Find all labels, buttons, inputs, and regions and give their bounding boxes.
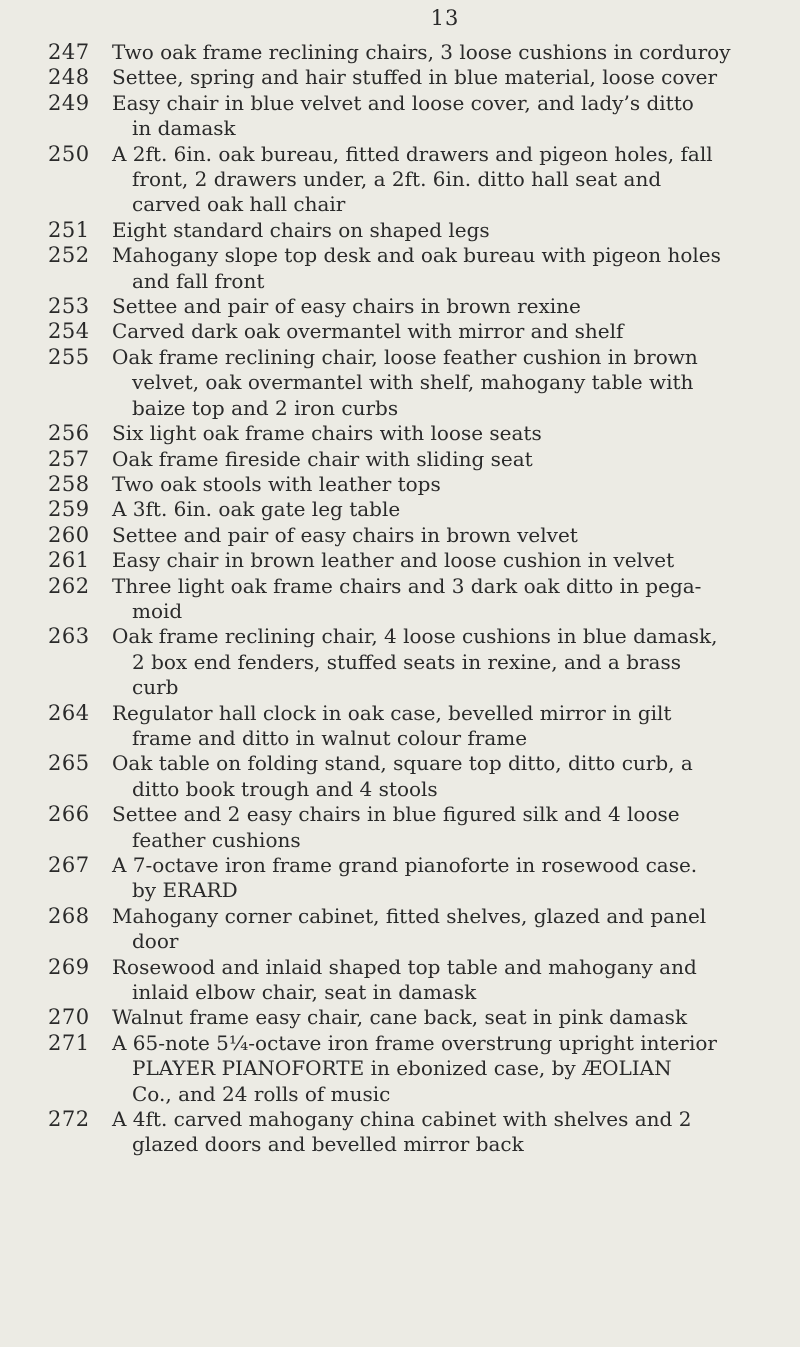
lot-entry [0,345,800,421]
lot-description-line: A 4ft. carved mahogany china cabinet with shelves and 2 [112,1107,692,1132]
lot-description-line: ditto book trough and 4 stools [132,776,438,801]
lot-description-line: carved oak hall chair [132,192,346,217]
lot-description [112,447,782,472]
lot-description-line: Oak frame fireside chair with sliding seat [112,446,533,471]
lot-description [112,751,782,802]
lot-entry [0,218,800,243]
lot-number: 258 [48,471,90,496]
lot-number: 251 [48,217,90,242]
lot-description [112,523,782,548]
lot-entry [0,243,800,294]
lot-description-line: PLAYER PIANOFORTE in ebonized case, by ÆOLIAN [132,1056,672,1081]
lot-number: 271 [48,1030,90,1055]
lot-description-line: Regulator hall clock in oak case, bevelled mirror in gilt [112,700,672,725]
lot-number: 266 [48,802,90,827]
lot-entry [0,319,800,344]
lot-description [112,574,782,625]
lot-number: 250 [48,141,90,166]
lot-description [112,853,782,904]
lot-description-line: feather cushions [132,827,301,852]
lot-description-line: Mahogany corner cabinet, fitted shelves, glazed and panel [112,903,707,928]
lot-description-line: A 65-note 5¼-octave iron frame overstrung upright interior [112,1030,717,1055]
lot-entry [0,142,800,218]
lot-description [112,294,782,319]
lot-number: 269 [48,954,90,979]
lot-entry [0,574,800,625]
lot-description-line: 2 box end fenders, stuffed seats in rexine, and a brass [132,649,682,674]
lot-description [112,142,782,218]
lot-entry [0,65,800,90]
lot-description-line: A 7-octave iron frame grand pianoforte in rosewood case. [112,853,698,877]
lot-number: 263 [48,624,90,649]
lot-description-line: glazed doors and bevelled mirror back [132,1132,524,1157]
lot-description-line: Settee, spring and hair stuffed in blue material, loose cover [112,65,718,90]
lot-number: 259 [48,497,90,522]
lot-entry [0,701,800,752]
lot-description [112,1031,782,1107]
lot-description [112,1005,782,1030]
lot-number: 255 [48,344,90,369]
lot-description [112,802,782,853]
lot-entry [0,91,800,142]
lot-description-line: Walnut frame easy chair, cane back, seat in pink damask [112,1005,688,1030]
lot-entry [0,802,800,853]
lot-entry [0,40,800,65]
lot-description [112,548,782,573]
lot-entry [0,447,800,472]
lot-description [112,65,782,90]
lot-description-line: door [132,929,179,954]
lot-entry [0,497,800,522]
lot-number: 264 [48,700,90,725]
lot-description-line: Rosewood and inlaid shaped top table and mahogany and [112,954,697,979]
lot-description [112,91,782,142]
lot-list [0,40,800,1158]
lot-number: 262 [48,573,90,598]
lot-number: 260 [48,522,90,547]
lot-number: 253 [48,294,90,319]
lot-description [112,40,782,65]
lot-description-line: Co., and 24 rolls of music [132,1081,391,1106]
lot-entry [0,1005,800,1030]
lot-description-line: Carved dark oak overmantel with mirror and shelf [112,319,624,344]
lot-entry [0,421,800,446]
page-number: 13 [430,6,460,30]
lot-description [112,472,782,497]
lot-entry [0,624,800,700]
lot-number: 267 [48,853,90,877]
lot-description [112,1107,782,1158]
lot-entry [0,904,800,955]
lot-number: 248 [48,65,90,90]
lot-description [112,624,782,700]
lot-description-line: Settee and 2 easy chairs in blue figured silk and 4 loose [112,802,680,827]
lot-description [112,243,782,294]
lot-number: 268 [48,903,90,928]
lot-description-line: and fall front [132,268,265,293]
lot-description-line: front, 2 drawers under, a 2ft. 6in. ditto hall seat and [132,167,662,192]
lot-entry [0,751,800,802]
lot-number: 254 [48,319,90,344]
lot-description-line: Oak frame reclining chair, 4 loose cushions in blue damask, [112,624,718,649]
lot-description-line: Six light oak frame chairs with loose seats [112,421,542,446]
lot-entry [0,523,800,548]
lot-description [112,701,782,752]
lot-number: 249 [48,90,90,115]
lot-number: 265 [48,751,90,776]
lot-description-line: inlaid elbow chair, seat in damask [132,980,477,1005]
lot-description-line: A 3ft. 6in. oak gate leg table [112,497,401,522]
lot-description [112,218,782,243]
lot-description-line: Two oak stools with leather tops [112,471,441,496]
lot-description-line: by ERARD [132,878,238,903]
lot-description-line: Easy chair in blue velvet and loose cover, and lady’s ditto [112,90,694,115]
lot-description-line: A 2ft. 6in. oak bureau, fitted drawers and pigeon holes, fall [112,141,713,166]
lot-description-line: velvet, oak overmantel with shelf, mahogany table with [132,370,694,395]
lot-description-line: Mahogany slope top desk and oak bureau with pigeon holes [112,243,721,268]
lot-number: 261 [48,548,90,573]
lot-entry [0,1031,800,1107]
lot-description-line: Settee and pair of easy chairs in brown rexine [112,294,581,319]
lot-description [112,497,782,522]
lot-description [112,345,782,421]
lot-entry [0,548,800,573]
lot-description-line: Settee and pair of easy chairs in brown velvet [112,522,578,547]
lot-entry [0,853,800,904]
lot-description-line: Oak frame reclining chair, loose feather cushion in brown [112,344,698,369]
lot-entry [0,294,800,319]
lot-number: 257 [48,446,90,471]
lot-number: 272 [48,1107,90,1132]
lot-entry [0,472,800,497]
lot-description-line: curb [132,675,179,700]
lot-description-line: frame and ditto in walnut colour frame [132,725,528,750]
lot-number: 252 [48,243,90,268]
lot-number: 256 [48,421,90,446]
lot-description-line: Easy chair in brown leather and loose cushion in velvet [112,548,675,573]
lot-description [112,421,782,446]
lot-description-line: moid [132,598,183,623]
lot-description [112,319,782,344]
lot-description-line: Oak table on folding stand, square top ditto, ditto curb, a [112,751,693,776]
lot-number: 270 [48,1005,90,1030]
lot-description [112,904,782,955]
lot-entry [0,955,800,1006]
lot-description-line: baize top and 2 iron curbs [132,395,399,420]
lot-description-line: Eight standard chairs on shaped legs [112,217,490,242]
lot-description-line: Three light oak frame chairs and 3 dark oak ditto in pega- [112,573,702,598]
lot-description-line: Two oak frame reclining chairs, 3 loose cushions in corduroy [112,40,731,64]
lot-entry [0,1107,800,1158]
lot-number: 247 [48,40,90,64]
lot-description [112,955,782,1006]
lot-description-line: in damask [132,116,236,141]
